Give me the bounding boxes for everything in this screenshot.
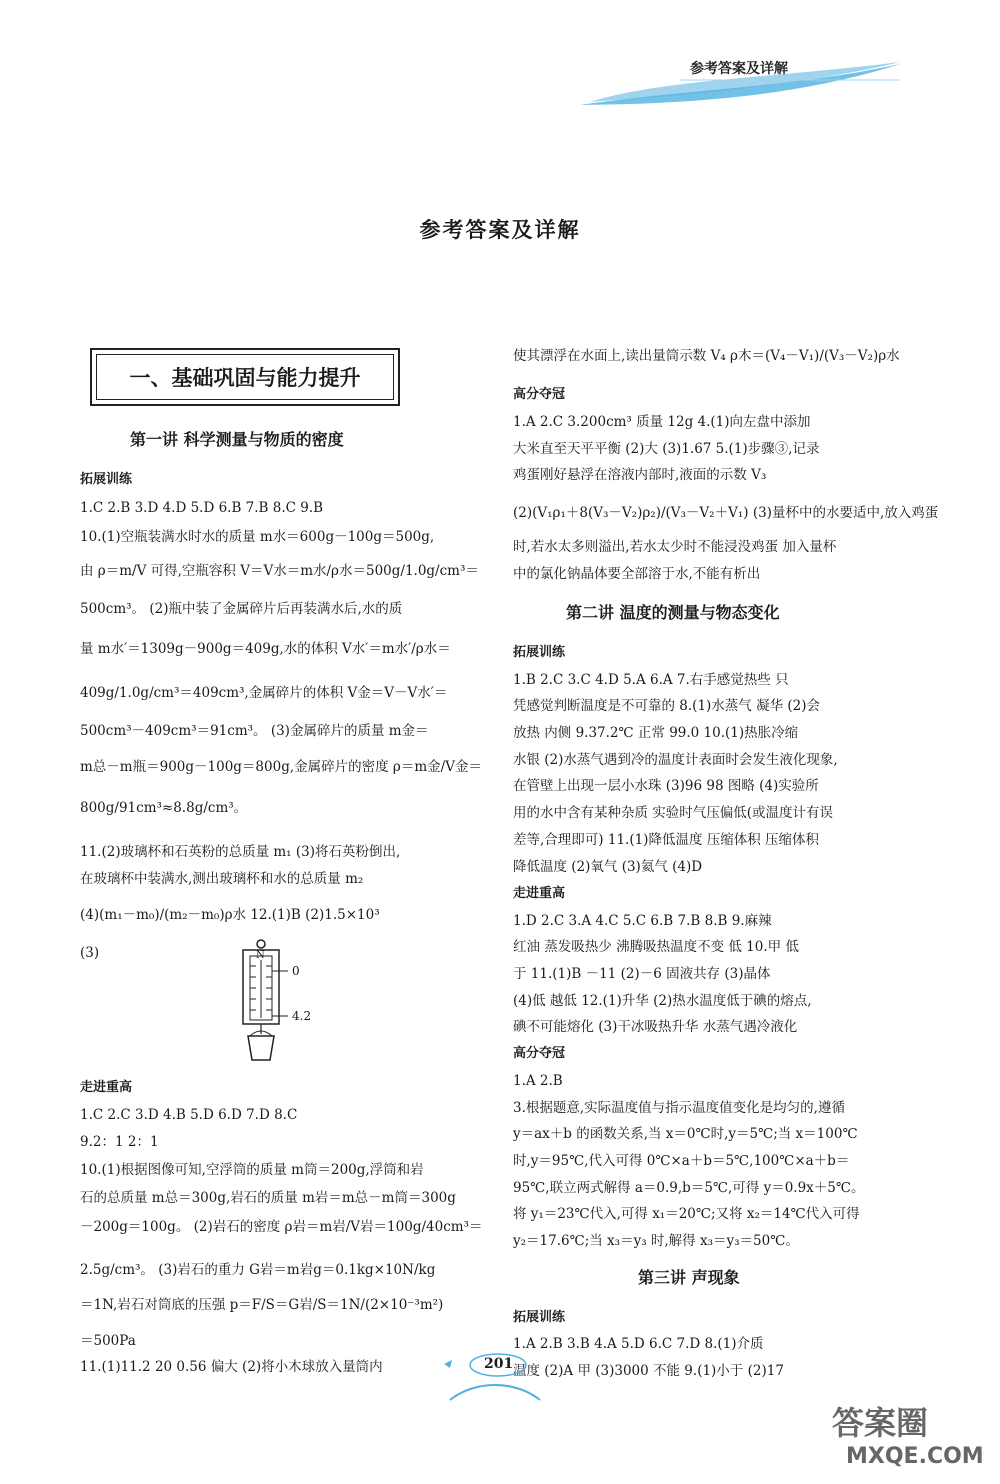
answer-line: 3.根据题意,实际温度值与指示温度值变化是均匀的,遵循 [513,1100,845,1116]
answer-line: 9.2：1 2：1 [80,1134,159,1150]
answer-line: 量 m水′＝1309g－900g＝409g,水的体积 V水′＝m水′/ρ水＝ [80,641,451,657]
answer-line: y₂＝17.6℃;当 x₃＝y₃ 时,解得 x₃＝y₃＝50℃。 [513,1233,799,1249]
answer-line: 11.(2)玻璃杯和石英粉的总质量 m₁ (3)将石英粉倒出, [80,844,401,860]
answer-line: 红油 蒸发吸热少 沸腾吸热温度不变 低 10.甲 低 [513,939,799,955]
answer-line: 中的氯化钠晶体要全部溶于水,不能有析出 [513,566,761,582]
answer-line: 1.D 2.C 3.A 4.C 5.C 6.B 7.B 8.B 9.麻辣 [513,913,772,929]
subsection-heading: 走进重高 [80,1080,133,1095]
watermark-url: MXQE.COM [846,1444,984,1469]
answer-line: ＝1N,岩石对筒底的压强 p＝F/S＝G岩/S＝1N/(2×10⁻³m²) [80,1297,444,1313]
answer-line: 降低温度 (2)氧气 (3)氦气 (4)D [513,859,703,875]
answer-line: 水银 (2)水蒸气遇到冷的温度计表面时会发生液化现象, [513,752,838,768]
answer-line: 放热 内侧 9.37.2℃ 正常 99.0 10.(1)热胀冷缩 [513,725,799,741]
answer-line: 409g/1.0g/cm³＝409cm³,金属碎片的体积 V金＝V－V水′＝ [80,685,448,701]
answer-line: (2)(V₁ρ₁＋8(V₃－V₂)ρ₂)/(V₃－V₂＋V₁) (3)量杯中的水要适中,放入鸡蛋 [513,505,939,521]
answer-line: 在玻璃杯中装满水,测出玻璃杯和水的总质量 m₂ [80,871,364,887]
answer-line: 使其漂浮在水面上,读出量筒示数 V₄ ρ木＝(V₄－V₁)/(V₃－V₂)ρ水 [513,348,900,364]
answer-line: 差等,合理即可) 11.(1)降低温度 压缩体积 压缩体积 [513,832,820,848]
subsection-heading: 拓展训练 [513,1310,566,1325]
figure-label-zero: 0 [292,964,300,978]
answer-line: 用的水中含有某种杂质 实验时气压偏低(或温度计有误 [513,805,834,821]
answer-line: 于 11.(1)B －11 (2)－6 固液共存 (3)晶体 [513,966,771,982]
header-label: 参考答案及详解 [690,61,788,77]
answer-line: 石的总质量 m总＝300g,岩石的质量 m岩＝m总－m筒＝300g [80,1190,456,1206]
answer-line: 1.A 2.C 3.200cm³ 质量 12g 4.(1)向左盘中添加 [513,414,811,430]
answer-line: 碘不可能熔化 (3)干冰吸热升华 水蒸气遇冷液化 [513,1019,798,1035]
answer-line: (4)低 越低 12.(1)升华 (2)热水温度低于碘的熔点, [513,993,812,1009]
answer-line: y＝ax＋b 的函数关系,当 x＝0℃时,y＝5℃;当 x＝100℃ [513,1126,858,1142]
answer-line: －200g＝100g。 (2)岩石的密度 ρ岩＝m岩/V岩＝100g/40cm³＝ [80,1219,483,1235]
answer-line: 由 ρ＝m/V 可得,空瓶容积 V＝V水＝m水/ρ水＝500g/1.0g/cm³＝ [80,563,479,579]
spring-scale-figure [226,938,316,1068]
subsection-heading: 高分夺冠 [513,1046,566,1061]
answer-line: 大米直至天平平衡 (2)大 (3)1.67 5.(1)步骤③,记录 [513,441,820,457]
answer-line: 10.(1)空瓶装满水时水的质量 m水＝600g－100g＝500g, [80,529,435,545]
watermark-logo: 答案圈 [832,1404,929,1442]
page-number: 201 [484,1356,514,1372]
answer-line: 1.C 2.C 3.D 4.B 5.D 6.D 7.D 8.C [80,1107,298,1123]
subsection-heading: 拓展训练 [513,645,566,660]
lecture-heading: 第三讲 声现象 [638,1268,740,1287]
answer-line: 凭感觉判断温度是不可靠的 8.(1)水蒸气 凝华 (2)会 [513,698,820,714]
subsection-heading: 拓展训练 [80,472,133,487]
figure-label-n: N [256,950,265,961]
answer-line: 95℃,联立两式解得 a＝0.9,b＝5℃,可得 y＝0.9x＋5℃。 [513,1180,865,1196]
section-box [90,348,400,406]
answer-line: 时,y＝95℃,代入可得 0℃×a＋b＝5℃,100℃×a＋b＝ [513,1153,850,1169]
answer-line: 1.B 2.C 3.C 4.D 5.A 6.A 7.右手感觉热些 只 [513,672,789,688]
page-title: 参考答案及详解 [419,217,581,242]
answer-line: 鸡蛋刚好悬浮在溶液内部时,液面的示数 V₃ [513,467,767,483]
answer-line: (3) [80,945,100,961]
answer-line: 1.A 2.B [513,1073,563,1089]
answer-line: (4)(m₁－m₀)/(m₂－m₀)ρ水 12.(1)B (2)1.5×10³ [80,907,380,923]
lecture-heading: 第一讲 科学测量与物质的密度 [130,430,344,449]
answer-line: 在管壁上出现一层小水珠 (3)96 98 图略 (4)实验所 [513,778,819,794]
lecture-heading: 第二讲 温度的测量与物态变化 [566,603,780,622]
answer-line: 1.A 2.B 3.B 4.A 5.D 6.C 7.D 8.(1)介质 [513,1336,764,1352]
answer-line: 2.5g/cm³。 (3)岩石的重力 G岩＝m岩g＝0.1kg×10N/kg [80,1262,436,1278]
answer-line: 10.(1)根据图像可知,空浮筒的质量 m筒＝200g,浮筒和岩 [80,1162,424,1178]
subsection-heading: 走进重高 [513,886,566,901]
answer-line: 500cm³。 (2)瓶中装了金属碎片后再装满水后,水的质 [80,601,403,617]
answer-line: ＝500Pa [80,1333,136,1349]
answer-line: 将 y₁＝23℃代入,可得 x₁＝20℃;又将 x₂＝14℃代入可得 [513,1206,860,1222]
answer-line: 温度 (2)A 甲 (3)3000 不能 9.(1)小于 (2)17 [513,1363,784,1379]
answer-line: 800g/91cm³≈8.8g/cm³。 [80,800,248,816]
subsection-heading: 高分夺冠 [513,387,566,402]
figure-label-bottom: 4.2 [292,1009,312,1023]
answer-line: 1.C 2.B 3.D 4.D 5.D 6.B 7.B 8.C 9.B [80,500,324,516]
answer-line: 11.(1)11.2 20 0.56 偏大 (2)将小木球放入量筒内 [80,1359,383,1375]
section-title: 一、基础巩固与能力提升 [129,366,361,390]
answer-line: 500cm³－409cm³＝91cm³。 (3)金属碎片的质量 m金＝ [80,723,429,739]
answer-line: m总－m瓶＝900g－100g＝800g,金属碎片的密度 ρ＝m金/V金＝ [80,759,482,775]
answer-line: 时,若水太多则溢出,若水太少时不能浸没鸡蛋 加入量杯 [513,539,837,555]
